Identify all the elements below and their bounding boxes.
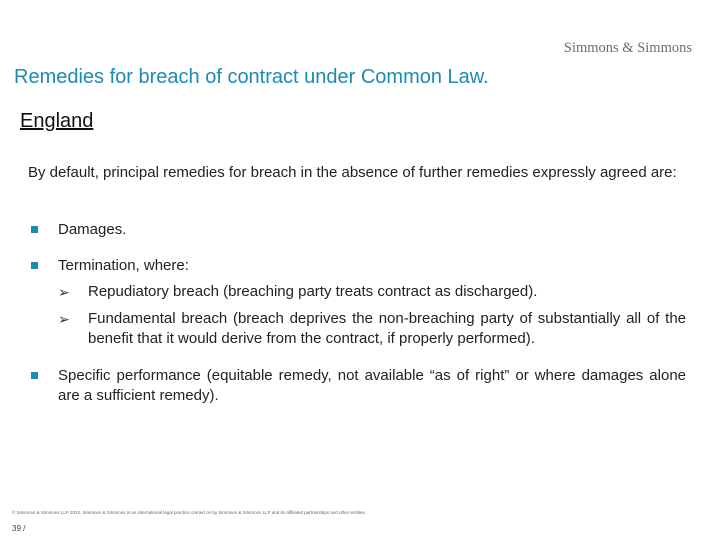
- sub-item-text: Repudiatory breach (breaching party treats contract as discharged).: [88, 283, 538, 300]
- square-bullet-icon: [31, 226, 38, 233]
- slide-title: Remedies for breach of contract under Common Law.: [14, 66, 489, 88]
- slide-subtitle: England: [20, 110, 94, 132]
- footer-copyright: © Simmons & Simmons LLP 2013. Simmons & Simmons is an international legal practice carried on by Simmons & Simmons LLP and its affiliated partnerships and other entities.: [12, 510, 366, 515]
- square-bullet-icon: [31, 372, 38, 379]
- firm-logo: Simmons & Simmons: [563, 40, 692, 56]
- square-bullet-icon: [31, 262, 38, 269]
- bullet-text: Specific performance (equitable remedy, not available “as of right” or where damages alone are a sufficient remedy).: [58, 367, 686, 404]
- bullet-text: Termination, where:: [58, 257, 189, 274]
- intro-paragraph: By default, principal remedies for breach in the absence of further remedies expressly agreed are:: [28, 164, 677, 181]
- page-number: 39 /: [12, 524, 26, 533]
- bullet-text: Damages.: [58, 221, 127, 238]
- arrow-bullet-icon: ➢: [58, 284, 70, 300]
- sub-item-text: Fundamental breach (breach deprives the non-breaching party of substantially all of the benefit that it would derive from the contract, if properly performed).: [88, 310, 686, 347]
- arrow-bullet-icon: ➢: [58, 311, 70, 327]
